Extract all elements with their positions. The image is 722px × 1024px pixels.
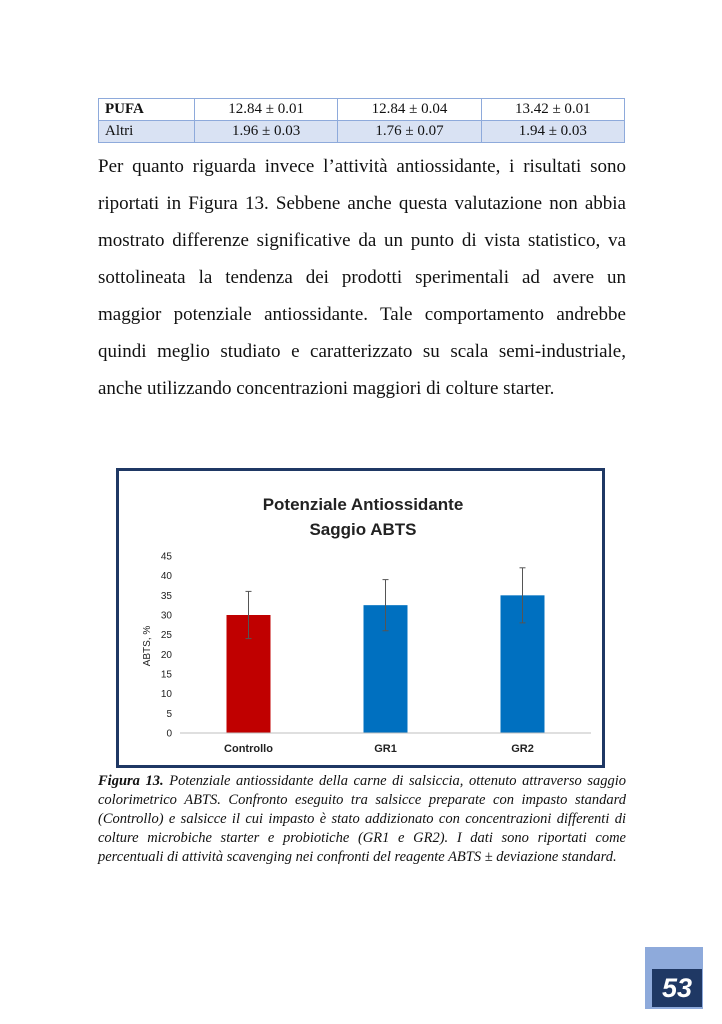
y-tick-label: 40 (160, 571, 172, 583)
chart-frame (116, 468, 605, 768)
chart-subtitle: Saggio ABTS (309, 520, 417, 539)
fatty-acid-table (98, 98, 625, 143)
y-axis-label: ABTS, % (142, 625, 153, 667)
y-tick-label: 25 (160, 630, 172, 642)
bar-chart (119, 471, 602, 765)
y-tick-label: 0 (166, 728, 172, 740)
y-tick-label: 45 (160, 551, 172, 563)
x-tick-label: GR1 (374, 743, 397, 755)
table-cell: 12.84 ± 0.01 (195, 99, 338, 121)
table-cell: 1.76 ± 0.07 (338, 121, 481, 143)
y-tick-label: 35 (160, 590, 172, 602)
caption-text: Potenziale antiossidante della carne di salsiccia, ottenuto attraverso saggio colorimetrico ABTS. Confronto eseguito tra salsicce preparate con impasto standard (Controllo) e salsicce il cui impasto è stato addizionato con concentrazioni differenti di colture microbiche starter e probiotiche (GR1 e GR2). I dati sono riportati come percentuali di attività scavenging nei confronti del reagente ABTS ± deviazione standard. (98, 773, 626, 865)
body-paragraph: Per quanto riguarda invece l’attività antiossidante, i risultati sono riportati in Figura 13. Sebbene anche questa valutazione non abbia mostrato differenze significative da un punto di vista statistico, va sottolineata la tendenza dei prodotti sperimentali ad avere un maggior potenziale antiossidante. Tale comportamento andrebbe quindi meglio studiato e caratterizzato su scala semi-industriale, anche utilizzando concentrazioni maggiori di colture starter. (98, 156, 626, 399)
table-cell: 13.42 ± 0.01 (481, 99, 624, 121)
figure-caption (98, 772, 626, 867)
x-tick-label: Controllo (224, 743, 273, 755)
figure-label: Figura 13. (98, 773, 164, 789)
y-tick-label: 15 (160, 669, 172, 681)
y-tick-label: 30 (160, 610, 172, 622)
y-tick-label: 10 (160, 689, 172, 701)
page-number: 53 (652, 969, 702, 1007)
table-row (99, 99, 625, 121)
row-label: PUFA (99, 99, 195, 121)
table-cell: 1.94 ± 0.03 (481, 121, 624, 143)
table-row (99, 121, 625, 143)
y-tick-label: 20 (160, 649, 172, 661)
y-tick-label: 5 (166, 708, 172, 720)
table-cell: 1.96 ± 0.03 (195, 121, 338, 143)
chart-title: Potenziale Antiossidante (262, 495, 464, 514)
x-tick-label: GR2 (511, 743, 534, 755)
row-label: Altri (99, 121, 195, 143)
table-cell: 12.84 ± 0.04 (338, 99, 481, 121)
